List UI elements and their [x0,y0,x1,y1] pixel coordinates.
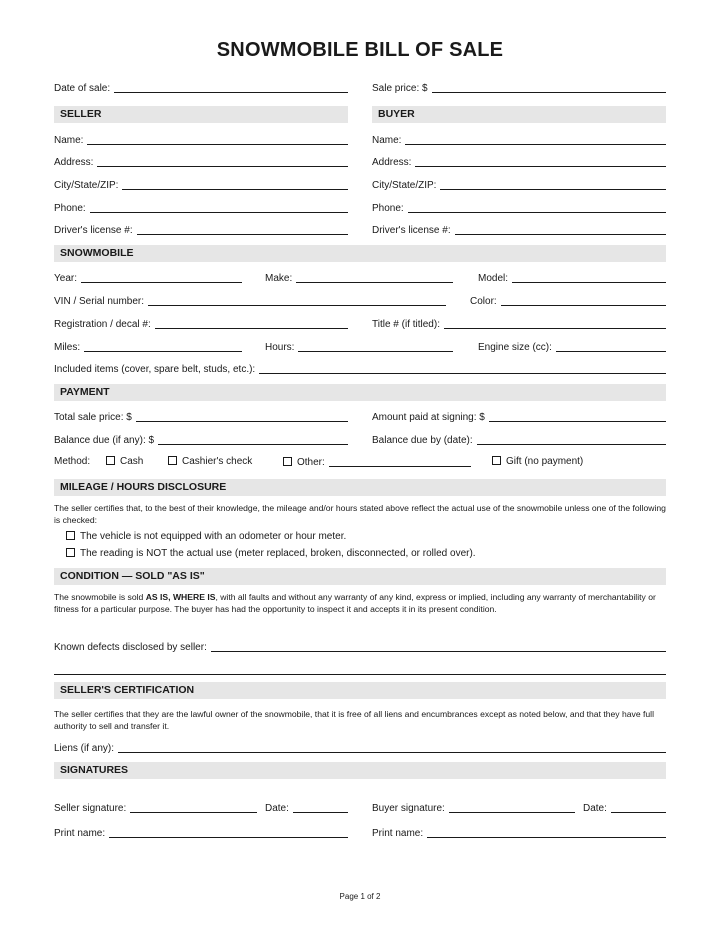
known-defects-label: Known defects disclosed by seller: [54,642,207,653]
seller-signature-line[interactable] [130,801,257,813]
seller-print-name-field[interactable] [54,825,348,841]
sale-price-line[interactable] [432,81,666,93]
buyer-heading: BUYER [372,106,666,123]
seller-phone-label: Phone: [54,203,86,214]
buyer-signature-field[interactable] [372,800,575,816]
seller-name-label: Name: [54,135,84,146]
not-actual-option[interactable] [66,548,476,560]
included-items-line[interactable] [259,362,666,374]
cashiers-check-label: Cashier's check [182,456,253,467]
certification-text: The seller certifies that they are the lawful owner of the snowmobile, that it is free of all liens and encumbrances except as noted below, and that they have full authority to sell and transfer it. [54,709,654,731]
balance-due-label: Balance due (if any): $ [54,435,155,446]
cash-option[interactable] [106,456,143,468]
hours-label: Hours: [265,342,295,353]
seller-print-name-line[interactable] [109,826,348,838]
no-meter-option[interactable] [66,531,346,543]
seller-print-name-label: Print name: [54,828,106,839]
known-defects-line[interactable] [211,640,666,652]
make-line[interactable] [296,271,453,283]
buyer-address-label: Address: [372,157,412,168]
condition-text [54,592,666,615]
balance-due-line[interactable] [158,433,348,445]
snowmobile-heading: SNOWMOBILE [54,245,666,262]
buyer-print-name-line[interactable] [427,826,666,838]
year-line[interactable] [81,271,242,283]
buyer-city-label: City/State/ZIP: [372,180,437,191]
buyer-date-field[interactable] [583,800,666,816]
buyer-signature-line[interactable] [449,801,575,813]
included-items-label: Included items (cover, spare belt, studs, etc.): [54,364,256,375]
title-number-line[interactable] [444,317,666,329]
buyer-name-label: Name: [372,135,402,146]
seller-city-label: City/State/ZIP: [54,180,119,191]
vin-field[interactable] [54,293,446,309]
document-title: SNOWMOBILE BILL OF SALE [216,39,504,61]
date-of-sale-label: Date of sale: [54,83,111,94]
payment-heading: PAYMENT [54,384,666,401]
miles-label: Miles: [54,342,81,353]
not-actual-label: The reading is NOT the actual use (meter replaced, broken, disconnected, or rolled over). [80,548,476,559]
title-number-label: Title # (if titled): [372,319,440,330]
buyer-name-field[interactable] [372,132,666,148]
amount-paid-field[interactable] [372,409,666,425]
engine-size-line[interactable] [556,340,666,352]
seller-license-field[interactable] [54,222,348,238]
color-line[interactable] [501,294,666,306]
cash-label: Cash [120,456,144,467]
model-field[interactable] [478,270,666,286]
liens-field[interactable] [54,740,666,756]
cash-checkbox[interactable] [106,456,115,465]
cashiers-check-checkbox[interactable] [168,456,177,465]
amount-paid-label: Amount paid at signing: $ [372,412,485,423]
buyer-license-field[interactable] [372,222,666,238]
no-meter-label: The vehicle is not equipped with an odometer or hour meter. [80,531,347,542]
engine-size-field[interactable] [478,339,666,355]
make-field[interactable] [265,270,453,286]
buyer-phone-label: Phone: [372,203,404,214]
condition-heading: CONDITION — SOLD "AS IS" [54,568,666,585]
year-field[interactable] [54,270,242,286]
condition-text-start: The snowmobile is sold [54,592,146,602]
model-line[interactable] [512,271,666,283]
other-option[interactable] [283,454,471,470]
buyer-phone-line[interactable] [408,201,666,213]
engine-size-label: Engine size (cc): [478,342,552,353]
liens-label: Liens (if any): [54,743,115,754]
seller-address-label: Address: [54,157,94,168]
vin-line[interactable] [148,294,446,306]
seller-city-line[interactable] [122,178,348,190]
buyer-print-name-field[interactable] [372,825,666,841]
seller-signature-label: Seller signature: [54,803,127,814]
buyer-date-label: Date: [583,803,607,814]
seller-phone-field[interactable] [54,200,348,216]
seller-phone-line[interactable] [90,201,348,213]
miles-line[interactable] [84,340,242,352]
known-defects-extra-line[interactable] [54,674,666,675]
gift-option[interactable] [492,456,583,468]
method-label: Method: [54,456,91,467]
total-price-field[interactable] [54,409,348,425]
registration-line[interactable] [155,317,348,329]
buyer-city-field[interactable] [372,177,666,193]
buyer-signature-label: Buyer signature: [372,803,445,814]
title-number-field[interactable] [372,316,666,332]
certification-heading: SELLER'S CERTIFICATION [54,682,666,699]
total-price-label: Total sale price: $ [54,412,132,423]
seller-city-field[interactable] [54,177,348,193]
seller-name-field[interactable] [54,132,348,148]
seller-date-field[interactable] [265,800,348,816]
year-label: Year: [54,273,77,284]
buyer-name-line[interactable] [405,133,666,145]
page-number: Page 1 of 2 [339,892,381,901]
registration-field[interactable] [54,316,348,332]
included-items-field[interactable] [54,361,666,377]
color-label: Color: [470,296,497,307]
cashiers-check-option[interactable] [168,456,252,468]
total-price-line[interactable] [136,410,348,422]
make-label: Make: [265,273,293,284]
buyer-address-line[interactable] [415,155,666,167]
date-of-sale-field[interactable] [54,80,348,96]
balance-due-date-line[interactable] [477,433,666,445]
miles-field[interactable] [54,339,242,355]
registration-label: Registration / decal #: [54,319,151,330]
seller-address-field[interactable] [54,154,348,170]
buyer-license-line[interactable] [455,223,666,235]
model-label: Model: [478,273,509,284]
as-is-emphasis: AS IS, WHERE IS [145,592,216,602]
mileage-text: The seller certifies that, to the best of their knowledge, the mileage and/or hours stated above reflect the actual use of the snowmobile unless one of the following is checked: [54,503,666,525]
buyer-address-field[interactable] [372,154,666,170]
liens-line[interactable] [118,741,666,753]
buyer-date-line[interactable] [611,801,666,813]
seller-date-line[interactable] [293,801,348,813]
balance-due-field[interactable] [54,432,348,448]
buyer-license-label: Driver's license #: [372,225,451,236]
sale-price-field[interactable] [372,80,666,96]
seller-name-line[interactable] [87,133,348,145]
balance-due-date-field[interactable] [372,432,666,448]
amount-paid-line[interactable] [489,410,666,422]
sale-price-label: Sale price: $ [372,83,428,94]
other-text: Other: [297,457,325,468]
other-line[interactable] [329,455,471,467]
seller-date-label: Date: [265,803,289,814]
gift-checkbox[interactable] [492,456,501,465]
date-of-sale-line[interactable] [114,81,348,93]
other-label [283,457,325,470]
seller-address-line[interactable] [97,155,348,167]
vin-label: VIN / Serial number: [54,296,145,307]
seller-license-line[interactable] [137,223,348,235]
known-defects-field[interactable] [54,639,666,655]
color-field[interactable] [470,293,666,309]
balance-due-date-label: Balance due by (date): [372,435,473,446]
signatures-heading: SIGNATURES [54,762,666,779]
hours-line[interactable] [298,340,453,352]
hours-field[interactable] [265,339,453,355]
mileage-heading: MILEAGE / HOURS DISCLOSURE [54,479,666,496]
not-actual-checkbox[interactable] [66,548,75,557]
seller-signature-field[interactable] [54,800,257,816]
buyer-print-name-label: Print name: [372,828,424,839]
seller-license-label: Driver's license #: [54,225,133,236]
buyer-phone-field[interactable] [372,200,666,216]
gift-label: Gift (no payment) [506,456,584,467]
seller-heading: SELLER [54,106,348,123]
buyer-city-line[interactable] [440,178,666,190]
no-meter-checkbox[interactable] [66,531,75,540]
condition-text-end: , with all faults and without any warranty of any kind, express or implied, including any warranty of merchantability or fitness for a particular purpose. The buyer has had the opportunity to inspect it and accepts it in its present condition. [54,592,656,614]
other-checkbox[interactable] [283,457,292,466]
